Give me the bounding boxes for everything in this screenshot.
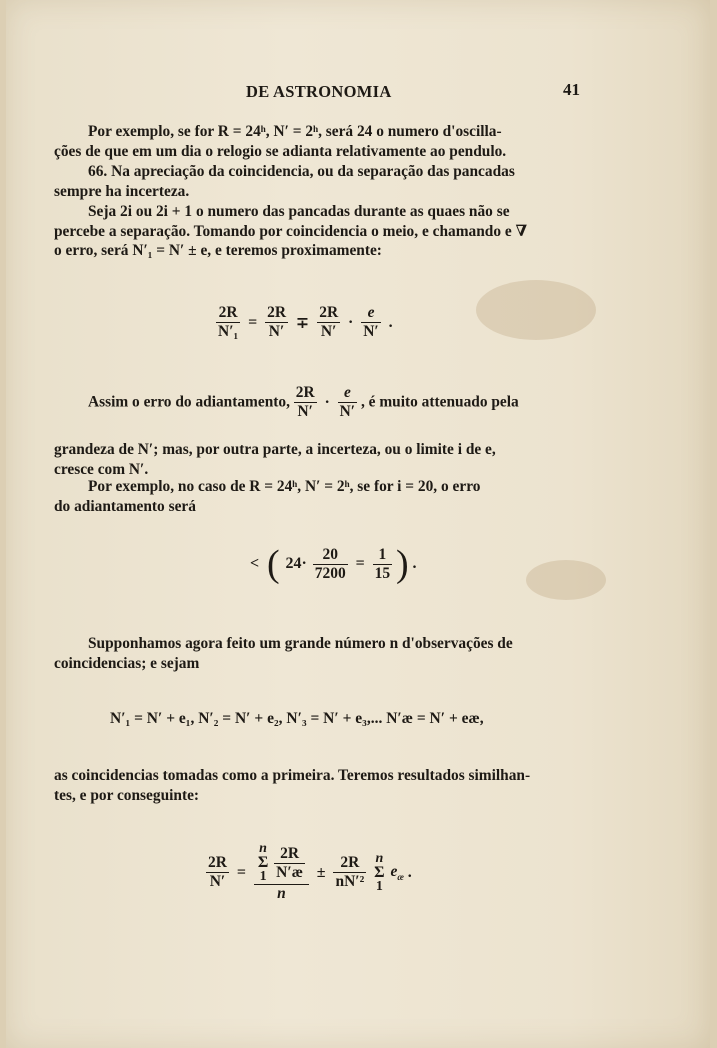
fraction: $\frac{1}{15}$	[374, 545, 391, 582]
text-line: do adiantamento será	[54, 497, 196, 515]
page-number: 41	[563, 80, 580, 99]
compound-fraction: n Σ 1 $\frac{2R}{N'æ}$ n	[254, 842, 309, 903]
paragraph	[54, 202, 590, 261]
operator: =	[248, 313, 258, 331]
fraction: $\frac{e}{N'}$	[363, 304, 379, 340]
text-line: Por exemplo, se for R = 24ʰ, N′ = 2ʰ, será 24 o numero d'oscilla-	[88, 123, 502, 140]
paren: (	[267, 543, 280, 585]
text-line: grandeza de N′; mas, por outra parte, a incerteza, ou o limite i de e,	[54, 441, 496, 458]
fraction: $\frac{e}{N'}$	[339, 384, 356, 420]
fraction: $\frac{2R}{N'}$	[208, 854, 227, 890]
page-header	[6, 82, 710, 106]
fraction: $\frac{2R}{\text{N′₁}}$	[218, 304, 239, 340]
equation-2-line	[88, 384, 519, 421]
equation-5	[206, 842, 412, 903]
paragraph	[54, 634, 590, 673]
fraction: $\frac{2R}{N'}$	[267, 304, 287, 340]
fraction: $\frac{2R}{\text{nN′²}}$	[335, 854, 365, 890]
fraction: $\frac{2R}{N'}$	[319, 304, 339, 340]
text-line: 66. Na apreciação da coincidencia, ou da separação das pancadas	[88, 163, 515, 180]
text-line: ções de que em um dia o relogio se adianta relativamente ao pendulo.	[54, 142, 507, 160]
summation: n Σ 1	[257, 841, 269, 884]
book-page	[6, 0, 710, 1048]
operator: ·	[324, 393, 330, 411]
text-line: Por exemplo, no caso de R = 24ʰ, N′ = 2ʰ, se for i = 20, o erro	[88, 478, 481, 495]
paren: )	[396, 543, 409, 585]
operator: <	[250, 555, 260, 572]
paragraph	[54, 477, 590, 516]
fraction: $\frac{20}{7200}$	[314, 545, 346, 582]
text-inline: Assim o erro do adiantamento,	[88, 393, 290, 411]
fraction: $\frac{2R}{N'æ}$	[276, 844, 303, 881]
text-line: as coincidencias tomadas como a primeira. Teremos resultados similhan-	[54, 767, 531, 784]
text-line: cresce com N′.	[54, 460, 149, 478]
paragraph	[54, 122, 590, 161]
paragraph	[54, 766, 590, 805]
summand: $e_æ$	[390, 862, 404, 883]
operator: ·	[348, 313, 354, 331]
text-line: sempre ha incerteza.	[54, 182, 190, 200]
text-line: percebe a separação. Tomando por coincidencia o meio, e chamando e ∇	[54, 222, 528, 240]
text-line: Supponhamos agora feito um grande número n d'observações de	[88, 635, 513, 652]
running-title: DE ASTRONOMIA	[246, 82, 392, 101]
operator: .	[388, 313, 393, 331]
text-inline: , é muito attenuado pela	[360, 393, 519, 411]
text-line: Seja 2i ou 2i + 1 o numero das pancadas durante as quaes não se	[88, 203, 510, 220]
equation-4: N′₁ = N′ + e₁, N′₂ = N′ + e₂, N′₃ = N′ + e₃,... N′æ = N′ + eæ,	[110, 710, 484, 727]
paragraph	[54, 440, 590, 479]
text-line: o erro, será N′₁ = N′ ± e, e teremos proximamente:	[54, 242, 382, 260]
operand: 24·	[285, 555, 307, 572]
paragraph	[54, 162, 590, 201]
operator: .	[412, 555, 417, 572]
fraction: $\frac{2R}{N'}$	[295, 384, 315, 420]
text-line: tes, e por conseguinte:	[54, 786, 200, 804]
operator: ±	[316, 863, 326, 881]
equation-1	[216, 304, 397, 341]
operator: .	[407, 863, 412, 881]
operator: =	[355, 555, 365, 572]
operator: =	[236, 863, 246, 881]
equation-3	[246, 545, 417, 583]
summation: n Σ 1	[374, 850, 385, 894]
text-line: coincidencias; e sejam	[54, 654, 200, 672]
bleed-through-stain	[526, 560, 606, 600]
bleed-through-stain	[476, 280, 596, 340]
operator: ∓	[295, 314, 310, 332]
